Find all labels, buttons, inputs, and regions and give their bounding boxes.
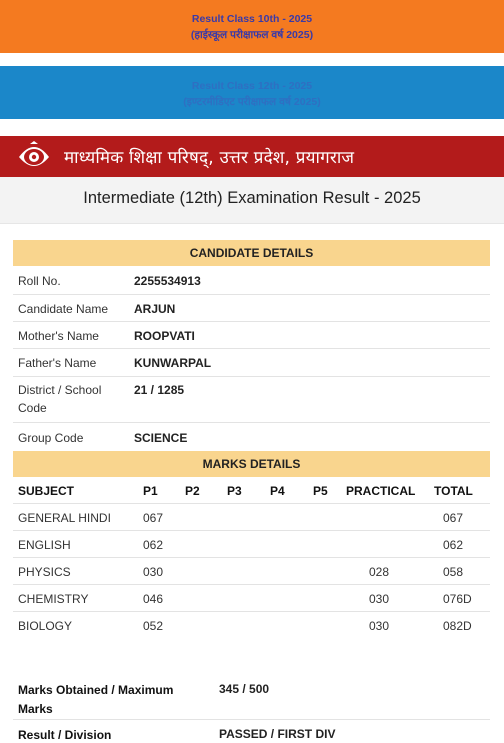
result-division-value: PASSED / FIRST DIV bbox=[219, 727, 336, 741]
subject-name: ENGLISH bbox=[18, 538, 71, 552]
subject-practical: 028 bbox=[369, 565, 390, 579]
subject-p1: 030 bbox=[143, 565, 164, 579]
banner-10th-subtitle: (हाईस्कूल परीक्षाफल वर्ष 2025) bbox=[190, 29, 314, 41]
result-class-12-link[interactable] bbox=[0, 66, 504, 119]
subject-p1: 062 bbox=[143, 538, 164, 552]
marks-obtained-value: 345 / 500 bbox=[219, 682, 270, 696]
district-school-label-line2: Code bbox=[18, 401, 47, 415]
candidate-details-header: CANDIDATE DETAILS bbox=[13, 240, 490, 266]
district-school-row bbox=[13, 377, 490, 423]
roll-number-label: Roll No. bbox=[18, 274, 61, 288]
board-header bbox=[0, 136, 504, 177]
col-subject: SUBJECT bbox=[18, 484, 75, 498]
marks-obtained-label-line2: Marks bbox=[18, 702, 53, 716]
marks-obtained-row bbox=[13, 676, 490, 720]
marks-obtained-label-line1: Marks Obtained / Maximum bbox=[18, 683, 174, 697]
banner-10th-title: Result Class 10th - 2025 bbox=[191, 13, 313, 25]
subject-total: 062 bbox=[443, 538, 464, 552]
board-title: माध्यमिक शिक्षा परिषद्, उत्तर प्रदेश, प्रयागराज bbox=[64, 148, 355, 168]
banner-12th-title: Result Class 12th - 2025 bbox=[191, 80, 313, 92]
subject-total: 067 bbox=[443, 511, 464, 525]
subject-practical: 030 bbox=[369, 592, 390, 606]
col-practical: PRACTICAL bbox=[346, 484, 416, 498]
father-name-row bbox=[13, 349, 490, 377]
table-row bbox=[13, 585, 490, 612]
subject-total: 076D bbox=[443, 592, 472, 606]
table-row bbox=[13, 531, 490, 558]
col-p4: P4 bbox=[270, 484, 285, 498]
candidate-name-label: Candidate Name bbox=[18, 302, 109, 316]
group-code-value: SCIENCE bbox=[134, 431, 188, 445]
candidate-name-row bbox=[13, 295, 490, 322]
roll-number-value: 2255534913 bbox=[134, 274, 201, 288]
marks-obtained-label bbox=[18, 681, 173, 719]
subject-name: BIOLOGY bbox=[18, 619, 73, 633]
subject-practical: 030 bbox=[369, 619, 390, 633]
col-total: TOTAL bbox=[434, 484, 473, 498]
col-p1: P1 bbox=[143, 484, 158, 498]
result-class-10-link[interactable] bbox=[0, 0, 504, 53]
subject-total: 058 bbox=[443, 565, 464, 579]
marks-table-header bbox=[13, 477, 490, 504]
subject-name: CHEMISTRY bbox=[18, 592, 89, 606]
exam-title-bar bbox=[0, 177, 504, 224]
subject-total: 082D bbox=[443, 619, 472, 633]
result-division-row bbox=[13, 720, 490, 743]
marks-details-header: MARKS DETAILS bbox=[13, 451, 490, 477]
upmsp-emblem-icon bbox=[17, 141, 51, 172]
exam-title: Intermediate (12th) Examination Result - 2025 bbox=[83, 189, 421, 207]
subject-p1: 046 bbox=[143, 592, 164, 606]
result-division-label: Result / Division bbox=[18, 728, 112, 742]
subject-p1: 052 bbox=[143, 619, 164, 633]
father-name-label: Father's Name bbox=[18, 356, 97, 370]
mother-name-label: Mother's Name bbox=[18, 329, 99, 343]
group-code-row bbox=[13, 423, 490, 451]
banner-12th-subtitle: (इण्टरमीडिएट परीक्षाफल वर्ष 2025) bbox=[183, 96, 321, 108]
mother-name-row bbox=[13, 322, 490, 349]
father-name-value: KUNWARPAL bbox=[134, 356, 212, 370]
subject-p1: 067 bbox=[143, 511, 164, 525]
subject-name: GENERAL HINDI bbox=[18, 511, 111, 525]
district-school-label bbox=[18, 381, 101, 417]
table-row bbox=[13, 504, 490, 531]
roll-number-row bbox=[13, 266, 490, 295]
col-p5: P5 bbox=[313, 484, 328, 498]
col-p3: P3 bbox=[227, 484, 242, 498]
mother-name-value: ROOPVATI bbox=[134, 329, 195, 343]
subject-name: PHYSICS bbox=[18, 565, 71, 579]
table-row bbox=[13, 558, 490, 585]
candidate-name-value: ARJUN bbox=[134, 302, 176, 316]
district-school-label-line1: District / School bbox=[18, 383, 102, 397]
district-school-value: 21 / 1285 bbox=[134, 383, 185, 397]
col-p2: P2 bbox=[185, 484, 200, 498]
group-code-label: Group Code bbox=[18, 431, 84, 445]
table-row bbox=[13, 612, 490, 639]
